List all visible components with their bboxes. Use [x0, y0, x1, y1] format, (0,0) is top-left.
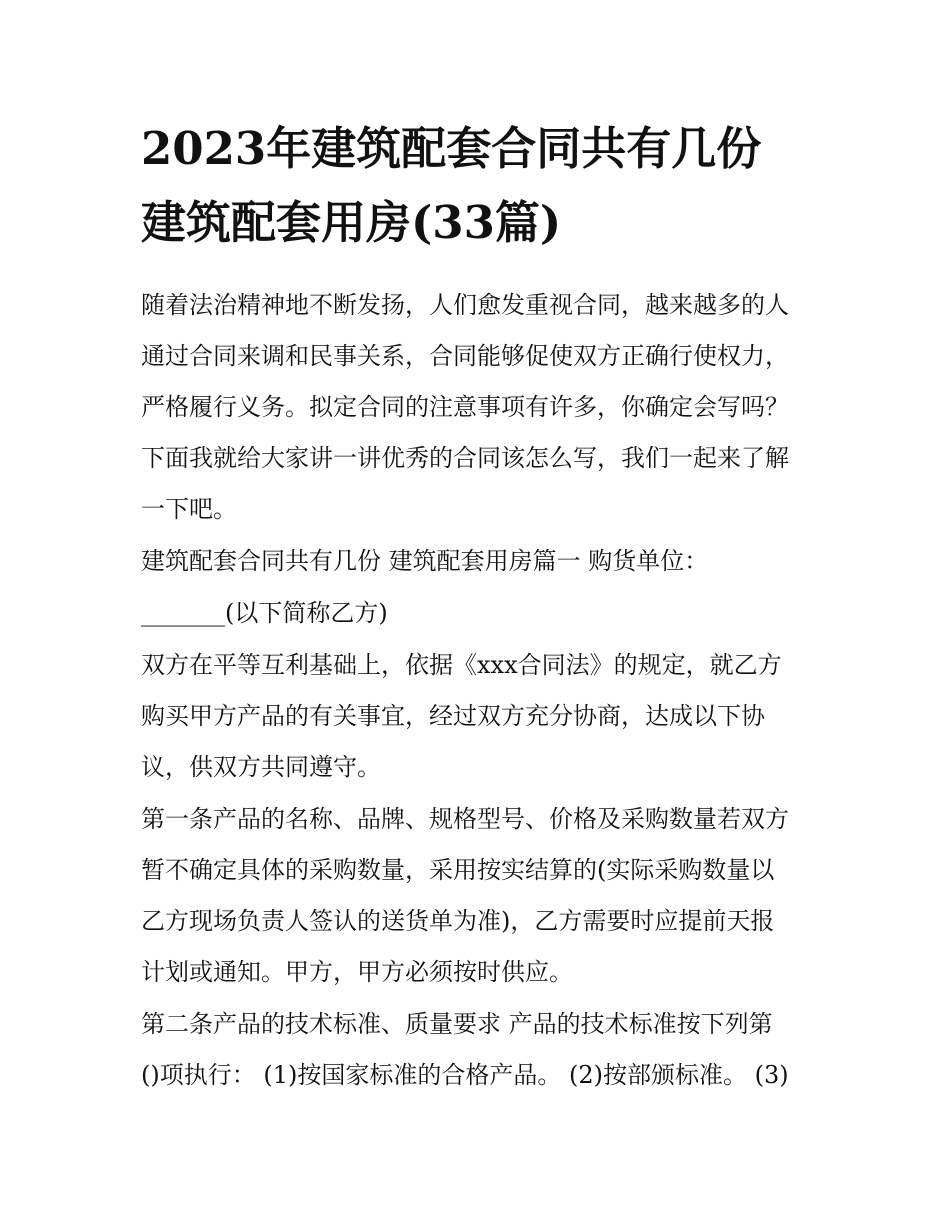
- paragraph-article-1: [141, 794, 821, 998]
- title-line-1: 2023年建筑配套合同共有几份: [141, 122, 762, 175]
- text-line: 双方在平等互利基础上，依据《xxx合同法》的规定，就乙方: [141, 651, 782, 679]
- title-line-2: 建筑配套用房(33篇): [141, 196, 562, 249]
- text-line: 乙方现场负责人签认的送货单为准)，乙方需要时应提前天报: [141, 907, 775, 935]
- paragraph-agreement: [141, 640, 821, 793]
- text-line: _______(以下简称乙方): [141, 599, 388, 627]
- document-title: [141, 112, 841, 260]
- paragraph-section-heading: [141, 536, 821, 587]
- text-line: 建筑配套合同共有几份 建筑配套用房篇一 购货单位：: [141, 547, 709, 575]
- text-line: 第一条产品的名称、品牌、规格型号、价格及采购数量若双方: [141, 805, 789, 833]
- paragraph-article-2: [141, 999, 821, 1101]
- text-line: 一下吧。: [141, 495, 237, 523]
- text-line: 第二条产品的技术标准、质量要求 产品的技术标准按下列第: [141, 1010, 773, 1038]
- text-line: 通过合同来调和民事关系，合同能够促使双方正确行使权力，: [141, 342, 789, 370]
- text-line: 购买甲方产品的有关事宜，经过双方充分协商，达成以下协: [141, 702, 765, 730]
- text-line: 随着法治精神地不断发扬，人们愈发重视合同，越来越多的人: [141, 291, 789, 319]
- paragraph-intro: [141, 280, 821, 535]
- text-line: 暂不确定具体的采购数量，采用按实结算的(实际采购数量以: [141, 856, 775, 884]
- document-body: [141, 280, 821, 1102]
- text-line: 议，供双方共同遵守。: [141, 753, 381, 781]
- text-line: 严格履行义务。拟定合同的注意事项有许多，你确定会写吗？: [141, 393, 789, 421]
- text-line: 计划或通知。甲方，甲方必须按时供应。: [141, 958, 573, 986]
- text-line: 下面我就给大家讲一讲优秀的合同该怎么写，我们一起来了解: [141, 444, 789, 472]
- text-line: ()项执行： (1)按国家标准的合格产品。 (2)按部颁标准。 (3): [141, 1061, 789, 1089]
- paragraph-party-b: [141, 588, 821, 639]
